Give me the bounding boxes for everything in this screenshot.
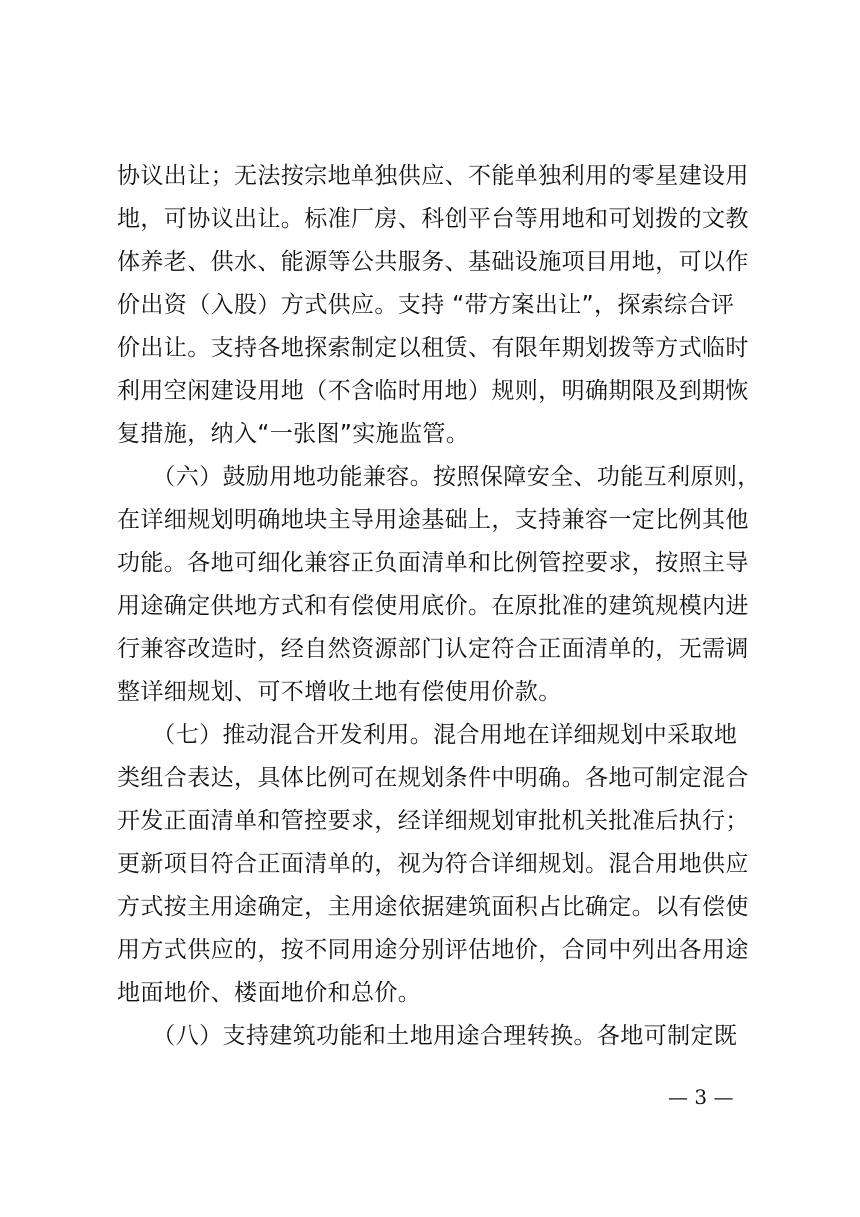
text-line-13: 整详细规划、可不增收土地有偿使用价款。 xyxy=(117,679,562,705)
text-line-5: 价出让。支持各地探索制定以租赁、有限年期划拨等方式临时 xyxy=(117,335,749,361)
text-line-12: 行兼容改造时，经自然资源部门认定符合正面清单的，无需调 xyxy=(117,636,749,662)
text-line-10: 功能。各地可细化兼容正负面清单和比例管控要求，按照主导 xyxy=(117,550,749,576)
page-number: — 3 — xyxy=(668,1085,734,1109)
text-line-4: 价出资（入股）方式供应。支持 “带方案出让”，探索综合评 xyxy=(117,292,735,318)
text-line-19: 用方式供应的，按不同用途分别评估地价，合同中列出各用途 xyxy=(117,937,749,963)
text-line-6: 利用空闲建设用地（不含临时用地）规则，明确期限及到期恢 xyxy=(117,378,749,404)
text-line-18: 方式按主用途确定，主用途依据建筑面积占比确定。以有偿使 xyxy=(117,894,749,920)
text-line-21: （八）支持建筑功能和土地用途合理转换。各地可制定既 xyxy=(117,1023,738,1049)
text-line-8: （六）鼓励用地功能兼容。按照保障安全、功能互利原则， xyxy=(117,464,761,490)
text-line-15: 类组合表达，具体比例可在规划条件中明确。各地可制定混合 xyxy=(117,765,749,791)
text-line-3: 体养老、供水、能源等公共服务、基础设施项目用地，可以作 xyxy=(117,249,749,275)
text-line-14: （七）推动混合开发利用。混合用地在详细规划中采取地 xyxy=(117,722,738,748)
text-line-1: 协议出让；无法按宗地单独供应、不能单独利用的零星建设用 xyxy=(117,163,749,189)
text-line-16: 开发正面清单和管控要求，经详细规划审批机关批准后执行； xyxy=(117,808,749,834)
text-line-17: 更新项目符合正面清单的，视为符合详细规划。混合用地供应 xyxy=(117,851,749,877)
document-body-text xyxy=(117,155,761,1058)
text-line-20: 地面地价、楼面地价和总价。 xyxy=(117,980,422,1006)
text-line-9: 在详细规划明确地块主导用途基础上，支持兼容一定比例其他 xyxy=(117,507,749,533)
text-line-2: 地，可协议出让。标准厂房、科创平台等用地和可划拨的文教 xyxy=(117,206,749,232)
text-line-7: 复措施，纳入“一张图”实施监管。 xyxy=(117,421,470,447)
text-line-11: 用途确定供地方式和有偿使用底价。在原批准的建筑规模内进 xyxy=(117,593,749,619)
